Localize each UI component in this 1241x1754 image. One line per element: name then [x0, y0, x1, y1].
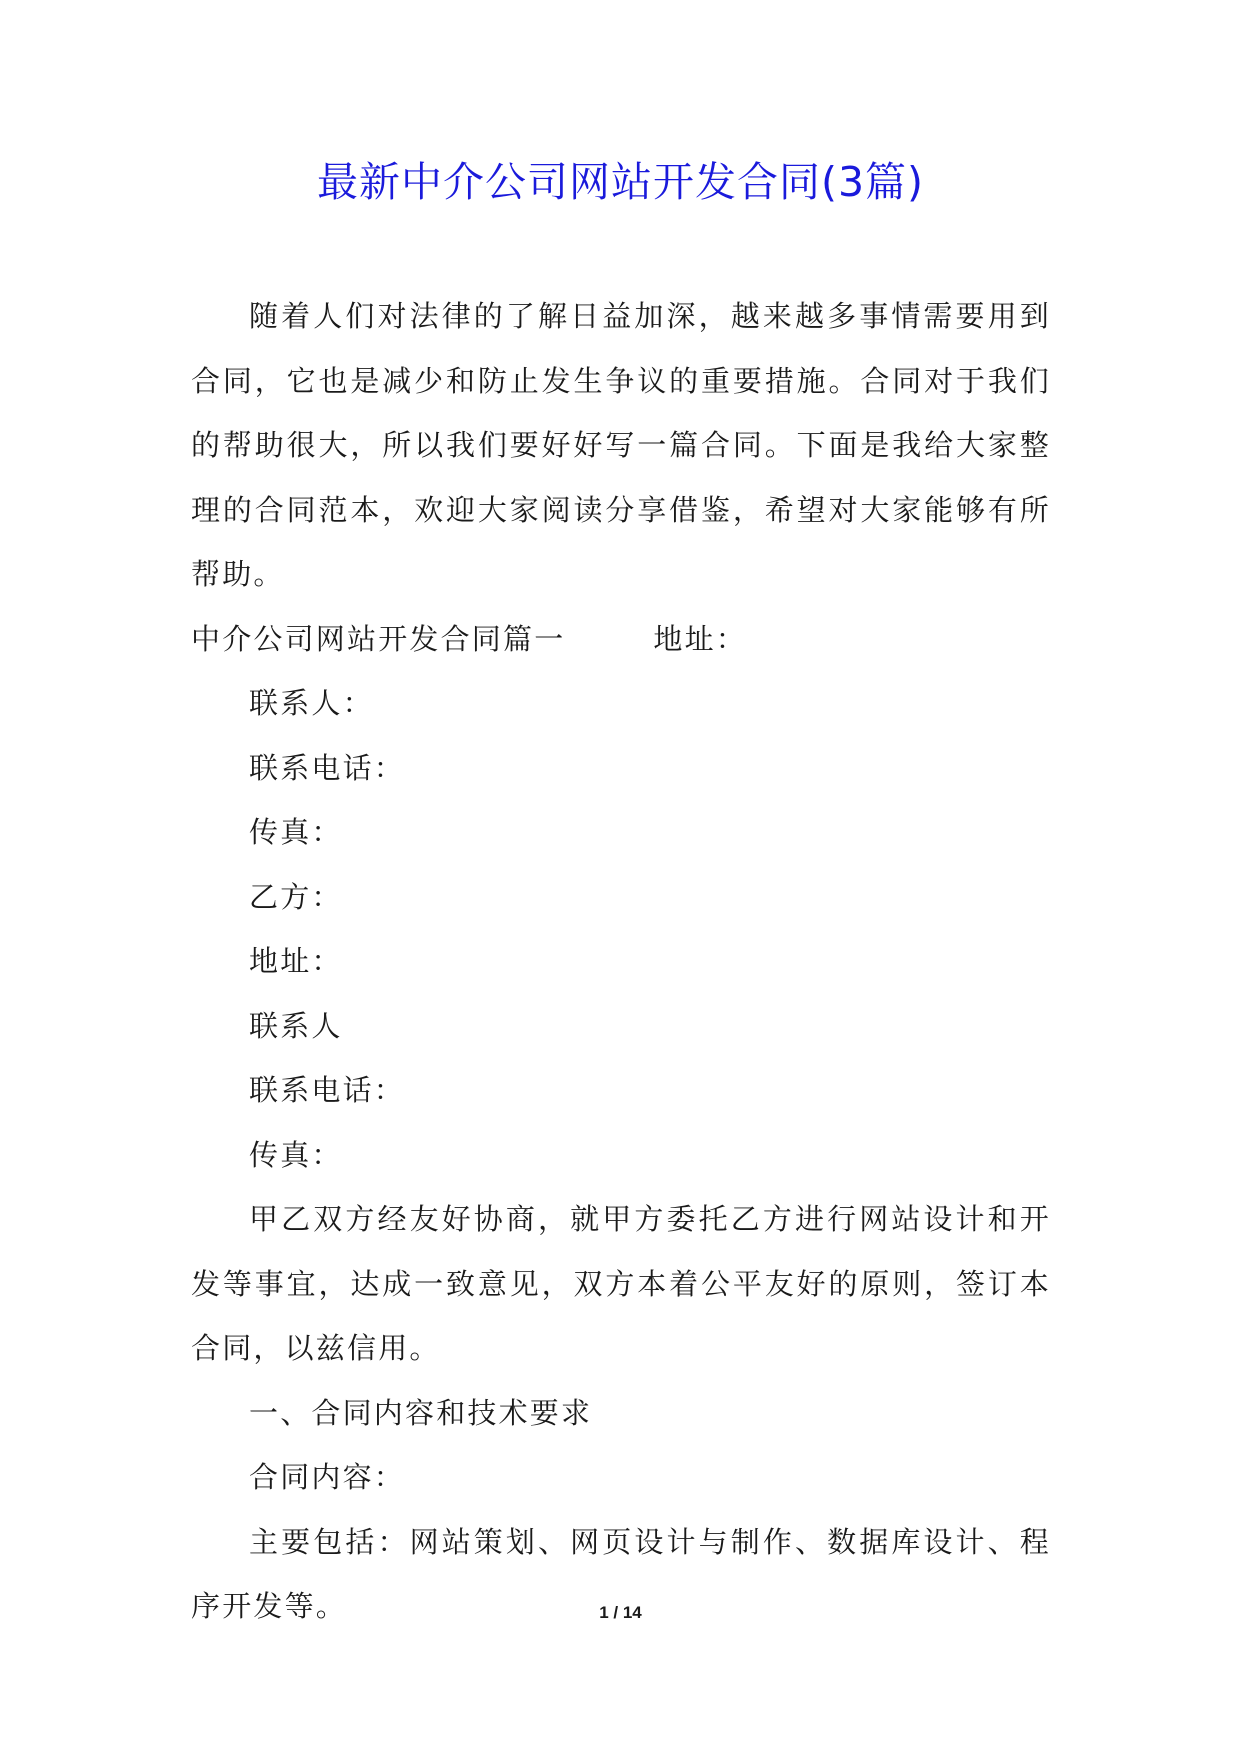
- party-b-label: 乙方：: [249, 879, 343, 914]
- party-b-address-label: 地址：: [249, 944, 343, 978]
- party-a-fax-label: 传真：: [249, 815, 343, 849]
- clause-1-content: 主要包括：网站策划、网页设计与制作、数据库设计、程序开发等。: [191, 1524, 1051, 1623]
- section-heading-line: [191, 607, 1051, 672]
- document-body: [191, 284, 1051, 1639]
- party-a-contact-label: 联系人：: [249, 686, 374, 720]
- party-b-phone-label: 联系电话：: [249, 1073, 406, 1107]
- clause-1-label: 合同内容：: [249, 1460, 406, 1494]
- party-b-fax-label: 传真：: [249, 1137, 343, 1172]
- party-a-phone-label: 联系电话：: [249, 750, 406, 785]
- party-a-address-label: 地址：: [653, 621, 748, 656]
- agreement-paragraph: 甲乙双方经友好协商，就甲方委托乙方进行网站设计和开发等事宜，达成一致意见，双方本着公平友好的原则，签订本合同，以兹信用。: [191, 1202, 1051, 1365]
- clause-1-heading: 一、合同内容和技术要求: [249, 1395, 593, 1430]
- section-heading: 中介公司网站开发合同篇一: [191, 621, 566, 656]
- document-title: 最新中介公司网站开发合同(3篇): [316, 158, 925, 206]
- page-number: 1 / 14: [599, 1603, 642, 1622]
- intro-paragraph: 随着人们对法律的了解日益加深，越来越多事情需要用到合同，它也是减少和防止发生争议的重要措施。合同对于我们的帮助很大，所以我们要好好写一篇合同。下面是我给大家整理的合同范本，欢迎大家阅读分享借鉴，希望对大家能够有所帮助。: [191, 299, 1051, 591]
- party-b-contact-label: 联系人: [249, 1008, 343, 1043]
